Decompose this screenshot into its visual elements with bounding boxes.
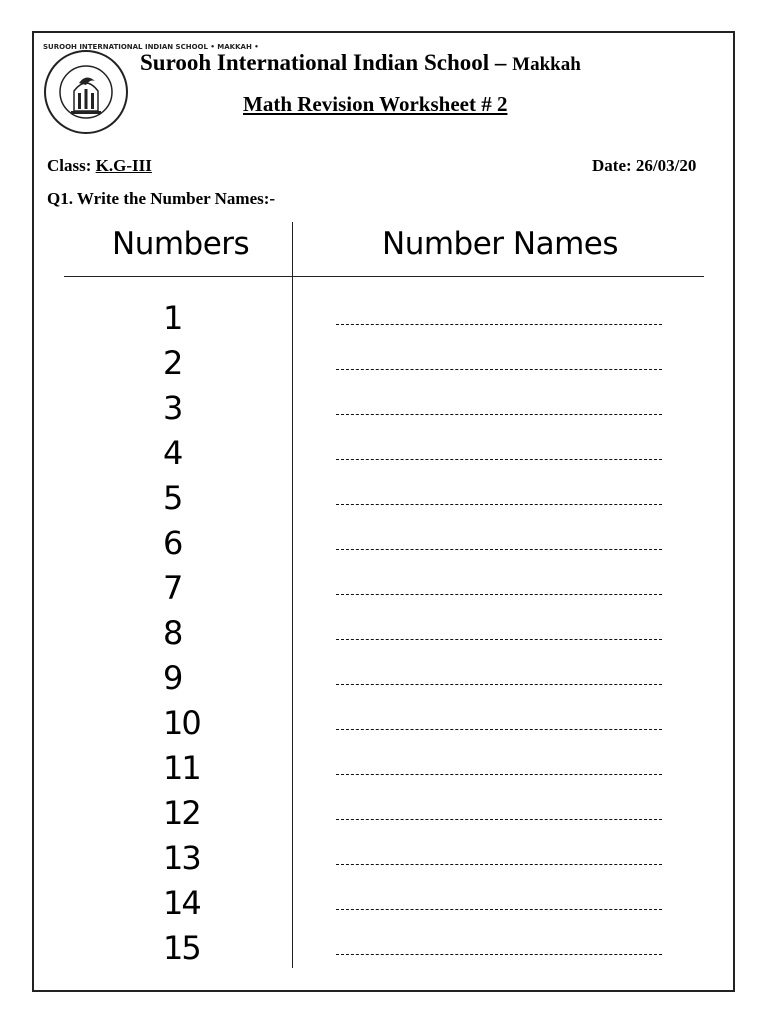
answer-blank-line[interactable]: [336, 459, 662, 460]
row-number: 1: [163, 299, 182, 337]
table-row: [0, 478, 768, 523]
answer-blank-line[interactable]: [336, 684, 662, 685]
row-number: 12: [163, 794, 200, 832]
answer-blank-line[interactable]: [336, 369, 662, 370]
worksheet-title: Math Revision Worksheet # 2: [243, 92, 508, 116]
answer-blank-line[interactable]: [336, 594, 662, 595]
class-value: K.G-III: [95, 156, 152, 175]
answer-blank-line[interactable]: [336, 909, 662, 910]
table-row: [0, 613, 768, 658]
row-number: 13: [163, 839, 200, 877]
table-row: [0, 658, 768, 703]
question-text: Q1. Write the Number Names:-: [47, 189, 276, 208]
class-line: [47, 156, 152, 176]
school-seal-logo: [43, 43, 259, 135]
table-row: [0, 568, 768, 613]
row-number: 4: [163, 434, 182, 472]
school-name: [140, 50, 581, 76]
answer-blank-line[interactable]: [336, 729, 662, 730]
seal-text: SUROOH INTERNATIONAL INDIAN SCHOOL • MAKKAH •: [43, 43, 259, 51]
answer-blank-line[interactable]: [336, 819, 662, 820]
row-number: 11: [163, 749, 200, 787]
school-name-text: Surooh International Indian School –: [140, 50, 507, 75]
answer-blank-line[interactable]: [336, 954, 662, 955]
answer-blank-line[interactable]: [336, 324, 662, 325]
date-value: 26/03/20: [635, 156, 697, 175]
row-number: 10: [163, 704, 200, 742]
table-row: [0, 928, 768, 973]
school-seal-icon: [43, 43, 259, 135]
date-line: [592, 156, 696, 176]
row-number: 2: [163, 344, 182, 382]
row-number: 9: [163, 659, 182, 697]
table-row: [0, 748, 768, 793]
date-label: Date:: [592, 156, 632, 175]
row-number: 14: [163, 884, 200, 922]
school-city: Makkah: [512, 54, 581, 75]
number-names-column-header: Number Names: [382, 226, 618, 262]
table-row: [0, 703, 768, 748]
table-row: [0, 838, 768, 883]
answer-blank-line[interactable]: [336, 504, 662, 505]
table-row: [0, 433, 768, 478]
answer-blank-line[interactable]: [336, 549, 662, 550]
row-number: 7: [163, 569, 182, 607]
table-row: [0, 883, 768, 928]
row-number: 5: [163, 479, 182, 517]
table-row: [0, 523, 768, 568]
numbers-column-header: Numbers: [112, 226, 250, 262]
table-row: [0, 793, 768, 838]
table-row: [0, 388, 768, 433]
row-number: 3: [163, 389, 182, 427]
table-row: [0, 343, 768, 388]
header-divider: [64, 276, 704, 277]
answer-blank-line[interactable]: [336, 774, 662, 775]
answer-blank-line[interactable]: [336, 864, 662, 865]
answer-blank-line[interactable]: [336, 639, 662, 640]
row-number: 6: [163, 524, 182, 562]
row-number: 8: [163, 614, 182, 652]
table-row: [0, 298, 768, 343]
row-number: 15: [163, 929, 200, 967]
class-label: Class:: [47, 156, 92, 175]
answer-blank-line[interactable]: [336, 414, 662, 415]
